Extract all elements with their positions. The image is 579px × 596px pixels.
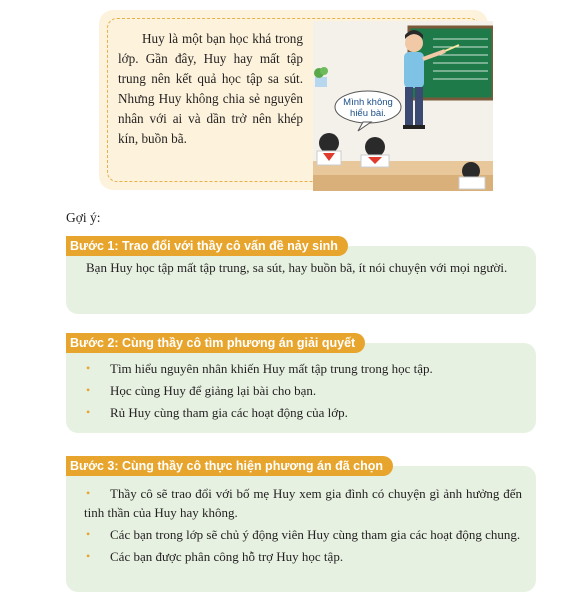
story-text: Huy là một bạn học khá trong lớp. Gần đây, Huy hay mất tập trung nên kết quả học tập sa sút. Nhưng Huy không chia sẻ nguyên nhân với ai và dần trở nên khép kín, buồn bã. — [118, 31, 303, 146]
step-2-header: Bước 2: Cùng thầy cô tìm phương án giải quyết — [66, 333, 365, 353]
bullet-icon: • — [86, 527, 91, 541]
step-3-box — [66, 466, 536, 592]
bullet-icon: • — [86, 405, 91, 419]
bullet-icon: • — [86, 383, 91, 397]
speech-bubble-line2: hiểu bài. — [350, 108, 386, 119]
list-item: • Các bạn trong lớp sẽ chủ ý động viên Huy cùng tham gia các hoạt động chung. — [86, 527, 521, 542]
speech-bubble-line1: Mình không — [343, 97, 393, 108]
list-item: • Học cùng Huy để giảng lại bài cho bạn. — [86, 383, 317, 398]
step-1-box — [66, 246, 536, 314]
list-item: • Các bạn được phân công hỗ trợ Huy học tập. — [86, 549, 344, 564]
step-1-text: Bạn Huy học tập mất tập trung, sa sút, hay buồn bã, ít nói chuyện với mọi người. — [86, 260, 508, 275]
step-2-list — [84, 359, 522, 422]
step-3-header: Bước 3: Cùng thầy cô thực hiện phương án đã chọn — [66, 456, 393, 476]
story-box — [99, 10, 488, 190]
step-2-box — [66, 343, 536, 433]
hint-label: Gợi ý: — [66, 210, 101, 225]
bullet-icon: • — [86, 549, 91, 563]
bullet-icon: • — [86, 486, 91, 500]
bullet-icon: • — [86, 361, 91, 375]
story-frame — [107, 18, 480, 182]
list-item: • Thầy cô sẽ trao đổi với bố mẹ Huy xem gia đình có chuyện gì ảnh hưởng đến tinh thần của Huy hay không. — [84, 486, 522, 520]
list-item: • Tìm hiểu nguyên nhân khiến Huy mất tập trung trong học tập. — [86, 361, 433, 376]
step-1-header: Bước 1: Trao đổi với thầy cô vấn đề nảy sinh — [66, 236, 348, 256]
step-3-list — [84, 484, 522, 566]
list-item: • Rủ Huy cùng tham gia các hoạt động của lớp. — [86, 405, 348, 420]
classroom-illustration — [313, 21, 493, 191]
plant — [314, 67, 328, 87]
